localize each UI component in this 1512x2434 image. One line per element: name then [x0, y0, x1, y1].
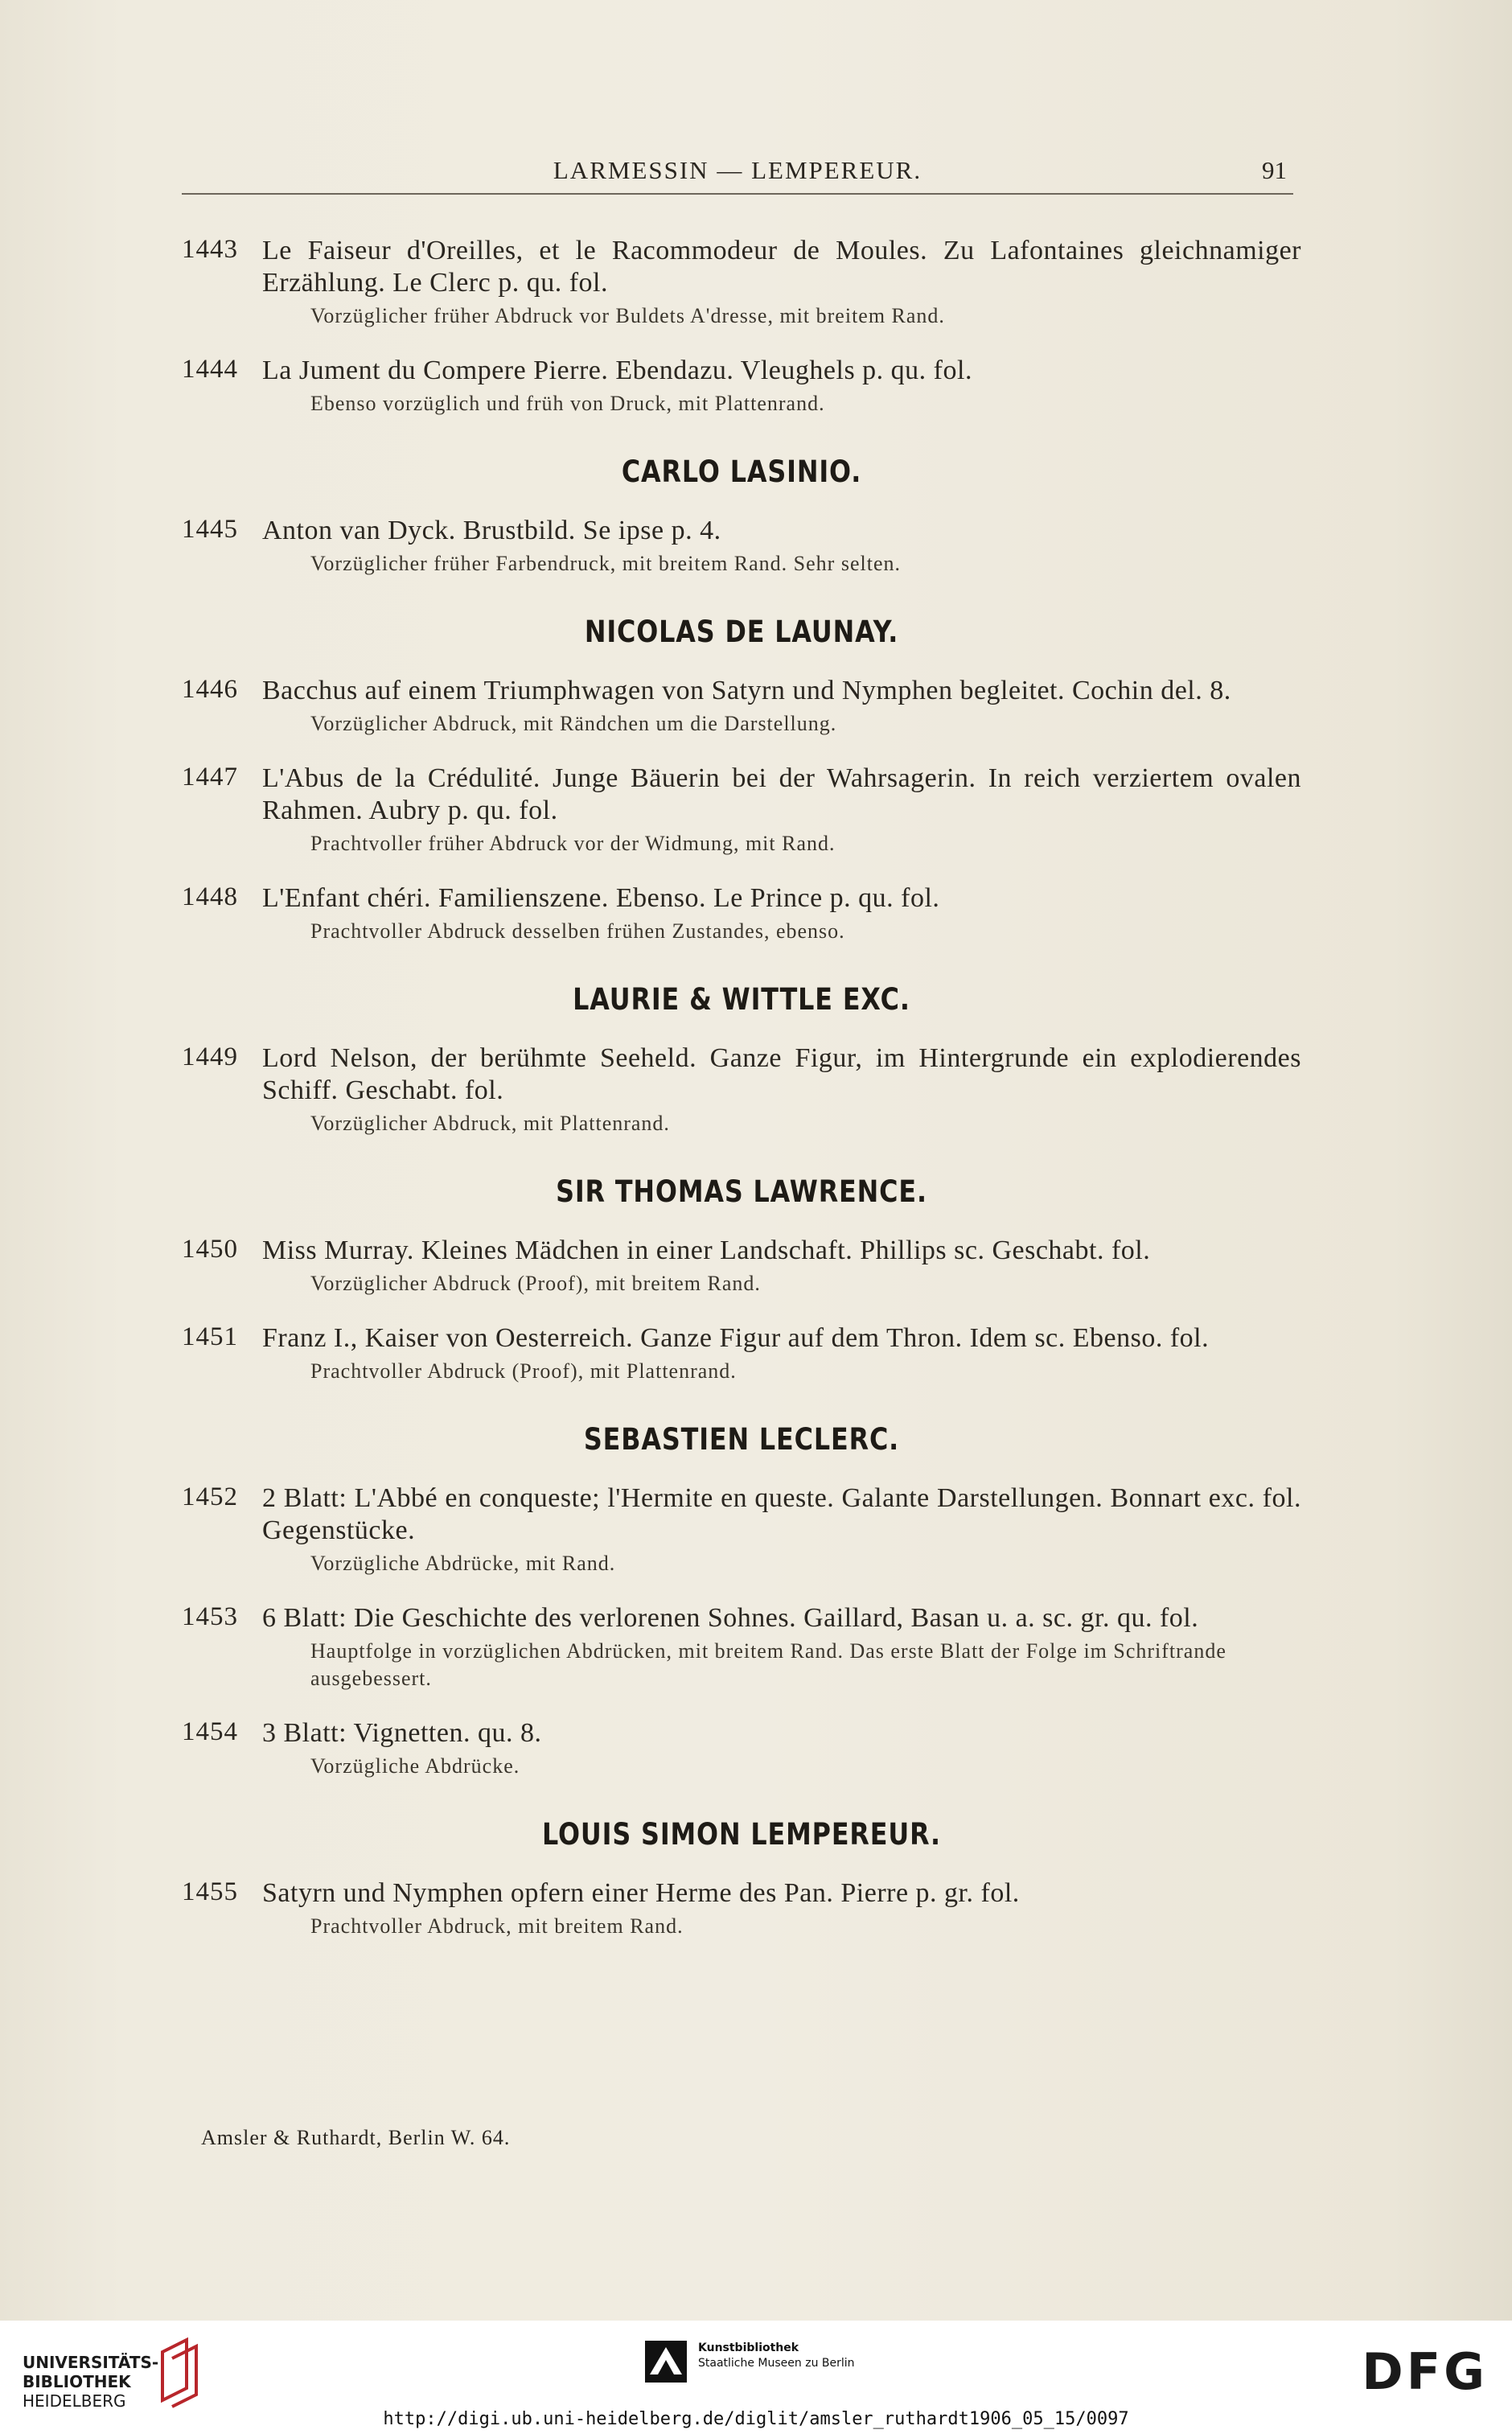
kunstbibliothek-name: Kunstbibliothek: [698, 2341, 799, 2354]
entry-description: Bacchus auf einem Triumphwagen von Satyrn und Nymphen begleitet. Cochin del. 8.: [262, 676, 1231, 705]
kunstbibliothek-subtitle: Staatliche Museen zu Berlin: [698, 2357, 855, 2370]
entry-condition-note: Vorzügliche Abdrücke, mit Rand.: [310, 1552, 616, 1575]
entry-condition-note: Prachtvoller früher Abdruck vor der Widmung, mit Rand.: [310, 832, 836, 855]
catalog-content: [182, 235, 1301, 1965]
entry-description: Satyrn und Nymphen opfern einer Herme des Pan. Pierre p. gr. fol.: [262, 1878, 1020, 1908]
entry-condition-note: Prachtvoller Abdruck, mit breitem Rand.: [310, 1914, 684, 1938]
entry-description: 6 Blatt: Die Geschichte des verlorenen Sohnes. Gaillard, Basan u. a. sc. gr. qu. fol.: [262, 1603, 1199, 1633]
catalog-entry: [182, 355, 1301, 417]
catalog-entry: [182, 235, 1301, 330]
entry-number: 1444: [182, 355, 238, 384]
entry-condition-note: Prachtvoller Abdruck (Proof), mit Plattenrand.: [310, 1359, 737, 1383]
entry-number: 1450: [182, 1235, 238, 1264]
library-name-line3: HEIDELBERG: [23, 2391, 126, 2411]
entry-description: Miss Murray. Kleines Mädchen in einer Landschaft. Phillips sc. Geschabt. fol.: [262, 1236, 1151, 1265]
page-number: 91: [1262, 156, 1287, 184]
entry-condition-note: Hauptfolge in vorzüglichen Abdrücken, mit breitem Rand. Das erste Blatt der Folge im Schriftrande ausgebessert.: [310, 1639, 1226, 1690]
entry-description: Anton van Dyck. Brustbild. Se ipse p. 4.: [262, 516, 721, 545]
entry-description: L'Enfant chéri. Familienszene. Ebenso. Le Prince p. qu. fol.: [262, 883, 940, 913]
kunstbibliothek-logo[interactable]: [698, 2341, 855, 2371]
dfg-logo[interactable]: DFG: [1362, 2342, 1488, 2401]
entry-number: 1448: [182, 882, 238, 911]
catalog-entry: [182, 1235, 1301, 1297]
entry-number: 1455: [182, 1877, 238, 1906]
entry-description: L'Abus de la Crédulité. Junge Bäuerin bei der Wahrsagerin. In reich verziertem ovalen Rahmen. Aubry p. qu. fol.: [262, 763, 1301, 825]
entry-number: 1453: [182, 1602, 238, 1631]
artist-heading: CARLO LASINIO.: [621, 454, 862, 489]
entry-condition-note: Prachtvoller Abdruck desselben frühen Zustandes, ebenso.: [310, 919, 845, 943]
entry-number: 1454: [182, 1717, 238, 1746]
library-name-line2: BIBLIOTHEK: [23, 2372, 131, 2391]
entry-condition-note: Vorzüglicher Abdruck, mit Rändchen um die Darstellung.: [310, 712, 837, 735]
catalog-entry: [182, 1602, 1301, 1692]
kunstbibliothek-emblem-icon: [643, 2339, 688, 2384]
artist-heading: LOUIS SIMON LEMPEREUR.: [542, 1817, 941, 1852]
library-emblem-icon: [154, 2336, 211, 2408]
entry-number: 1447: [182, 763, 238, 791]
catalog-entry: [182, 1322, 1301, 1385]
artist-heading: SIR THOMAS LAWRENCE.: [556, 1174, 927, 1209]
catalog-entry: [182, 1717, 1301, 1780]
entry-number: 1443: [182, 235, 238, 264]
entry-number: 1449: [182, 1042, 238, 1071]
library-name-line1: UNIVERSITÄTS-: [23, 2353, 159, 2372]
catalog-entry: [182, 515, 1301, 578]
publisher-imprint: Amsler & Ruthardt, Berlin W. 64.: [201, 2126, 511, 2149]
artist-heading: NICOLAS DE LAUNAY.: [584, 615, 899, 649]
running-header: [182, 153, 1293, 195]
entry-number: 1451: [182, 1322, 238, 1351]
entry-description: 3 Blatt: Vignetten. qu. 8.: [262, 1718, 542, 1748]
entry-condition-note: Vorzüglicher Abdruck (Proof), mit breitem Rand.: [310, 1272, 761, 1295]
entry-description: Franz I., Kaiser von Oesterreich. Ganze Figur auf dem Thron. Idem sc. Ebenso. fol.: [262, 1323, 1210, 1353]
catalog-entry: [182, 763, 1301, 857]
entry-description: Le Faiseur d'Oreilles, et le Racommodeur de Moules. Zu Lafontaines gleichnamiger Erzählung. Le Clerc p. qu. fol.: [262, 236, 1301, 298]
entry-number: 1452: [182, 1482, 238, 1511]
catalog-entry: [182, 1482, 1301, 1577]
artist-heading: LAURIE & WITTLE EXC.: [573, 982, 910, 1017]
entry-description: La Jument du Compere Pierre. Ebendazu. Vleughels p. qu. fol.: [262, 356, 972, 385]
entry-condition-note: Vorzüglicher Abdruck, mit Plattenrand.: [310, 1112, 670, 1135]
catalog-entry: [182, 675, 1301, 738]
entry-number: 1445: [182, 515, 238, 544]
entry-condition-note: Vorzüglicher früher Abdruck vor Buldets A'dresse, mit breitem Rand.: [310, 304, 945, 327]
entry-description: 2 Blatt: L'Abbé en conqueste; l'Hermite en queste. Galante Darstellungen. Bonnart exc. fol. Gegenstücke.: [262, 1483, 1301, 1545]
permalink-url[interactable]: http://digi.ub.uni-heidelberg.de/diglit/amsler_ruthardt1906_05_15/0097: [383, 2409, 1129, 2429]
entry-condition-note: Vorzüglicher früher Farbendruck, mit breitem Rand. Sehr selten.: [310, 552, 901, 575]
entry-description: Lord Nelson, der berühmte Seeheld. Ganze Figur, im Hintergrunde ein explodierendes Schiff. Geschabt. fol.: [262, 1043, 1301, 1105]
catalog-entry: [182, 882, 1301, 945]
artist-heading: SEBASTIEN LECLERC.: [583, 1422, 900, 1457]
entry-condition-note: Ebenso vorzüglich und früh von Druck, mit Plattenrand.: [310, 392, 825, 415]
university-library-logo[interactable]: [23, 2353, 158, 2411]
entry-condition-note: Vorzügliche Abdrücke.: [310, 1754, 520, 1778]
header-title: LARMESSIN — LEMPEREUR.: [553, 156, 922, 184]
catalog-entry: [182, 1877, 1301, 1940]
entry-number: 1446: [182, 675, 238, 704]
catalog-entry: [182, 1042, 1301, 1137]
